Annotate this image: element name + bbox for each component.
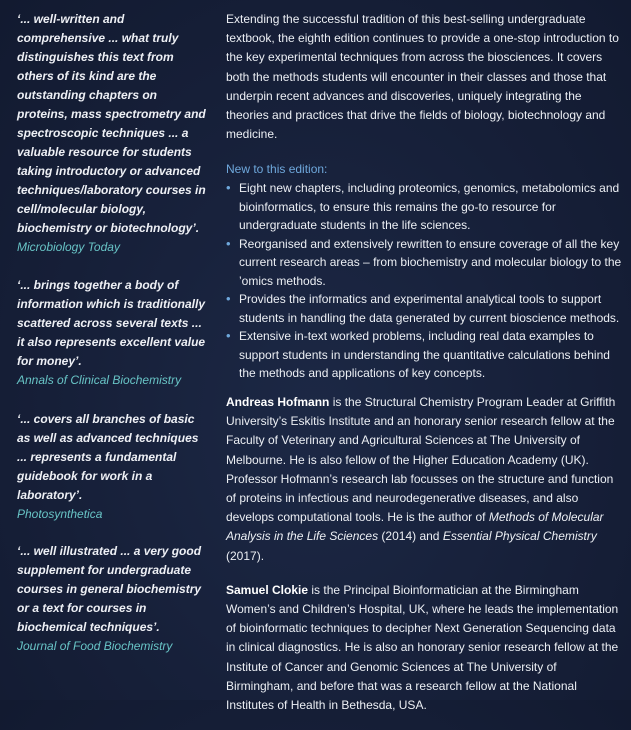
review-text: ‘... well illustrated ... a very good supplement for undergraduate courses in general biochemistry or a text for courses in biochemical techniques’. [17, 544, 202, 634]
bullet-icon: • [226, 180, 231, 196]
review-text: ‘... brings together a body of information which is traditionally scattered across several texts ... it also represents excellent value for money’. [17, 278, 206, 368]
list-item [226, 179, 624, 235]
intro-paragraph: Extending the successful tradition of this best-selling undergraduate textbook, the eighth edition continues to provide a one-stop introduction to the key experimental techniques from across the biosciences. It covers both the methods students will encounter in their classes and those that underpin recent advances and discoveries, uniquely integrating the theories and practices that drive the fields of biology, biotechnology and medicine. [226, 12, 619, 142]
author-name: Andreas Hofmann [226, 394, 330, 409]
list-item [226, 235, 624, 291]
book-title: Methods of Molecular Analysis in the Life Sciences [226, 510, 604, 544]
review-source: Annals of Clinical Biochemistry [17, 373, 182, 387]
list-item-text: Extensive in-text worked problems, including real data examples to support students in understanding the quantitative calculations behind the methods and applications of key concepts. [239, 329, 610, 381]
list-item-text: Reorganised and extensively rewritten to ensure coverage of all the key current research areas – from biochemistry and molecular biology to the ’omics methods. [239, 236, 622, 288]
bio-text: (2014) and [378, 529, 443, 544]
review-quote-2 [17, 276, 209, 390]
review-quote-4 [17, 542, 209, 656]
bio-text: (2017). [226, 548, 265, 563]
review-quote-1 [17, 10, 209, 257]
bullet-icon: • [226, 235, 231, 251]
review-source: Microbiology Today [17, 240, 120, 254]
author-bio-hofmann [226, 393, 624, 566]
review-source: Photosynthetica [17, 507, 103, 521]
new-edition-list [226, 179, 624, 383]
author-name: Samuel Clokie [226, 582, 309, 597]
list-item-text: Provides the informatics and experimental analytical tools to support students in handling the data generated by current bioscience methods. [239, 292, 620, 325]
review-text: ‘... covers all branches of basic as well as advanced techniques ... represents a fundamental guidebook for work in a laboratory’. [17, 412, 199, 502]
bullet-icon: • [226, 328, 231, 344]
bio-text: is the Structural Chemistry Program Leader at Griffith University’s Eskitis Institute and an honorary senior research fellow at the Faculty of Veterinary and Agricultural Sciences at The University of Melbourne. He is also fellow of the Higher Education Academy (UK). Professor Hofmann’s research lab focusses on the structure and function of proteins in infectious and neurodegenerative diseases, and also develops computational tools. He is the author of [226, 394, 616, 525]
bullet-icon: • [226, 291, 231, 307]
reviews-column [17, 10, 209, 674]
review-quote-3 [17, 410, 209, 524]
review-text: ‘... well-written and comprehensive ... what truly distinguishes this text from others of its kind are the outstanding chapters on proteins, mass spectrometry and spectroscopic techniques ... a valuable resource for students taking introductory or advanced techniques/laboratory courses in cell/molecular biology, biochemistry or biotechnology’. [17, 12, 206, 235]
list-item [226, 290, 624, 327]
list-item-text: Eight new chapters, including proteomics, genomics, metabolomics and bioinformatics, to ensure this remains the go-to resource for undergraduate students in the life sciences. [239, 181, 620, 233]
list-item [226, 327, 624, 383]
new-edition-heading: New to this edition: [226, 162, 328, 177]
description-column [226, 10, 624, 730]
author-bio-clokie [226, 581, 624, 715]
book-title: Essential Physical Chemistry [442, 529, 597, 544]
bio-text: is the Principal Bioinformatician at the Birmingham Women’s and Children’s Hospital, UK, where he leads the implementation of bioinformatic techniques to decipher Next Generation Sequencing data in clinical diagnostics. He is also an honorary senior research fellow at the Institute of Cancer and Genomic Sciences at The University of Birmingham, and before that was a research fellow at the National Institutes of Health in Bethesda, USA. [226, 582, 619, 712]
review-source: Journal of Food Biochemistry [17, 639, 173, 653]
